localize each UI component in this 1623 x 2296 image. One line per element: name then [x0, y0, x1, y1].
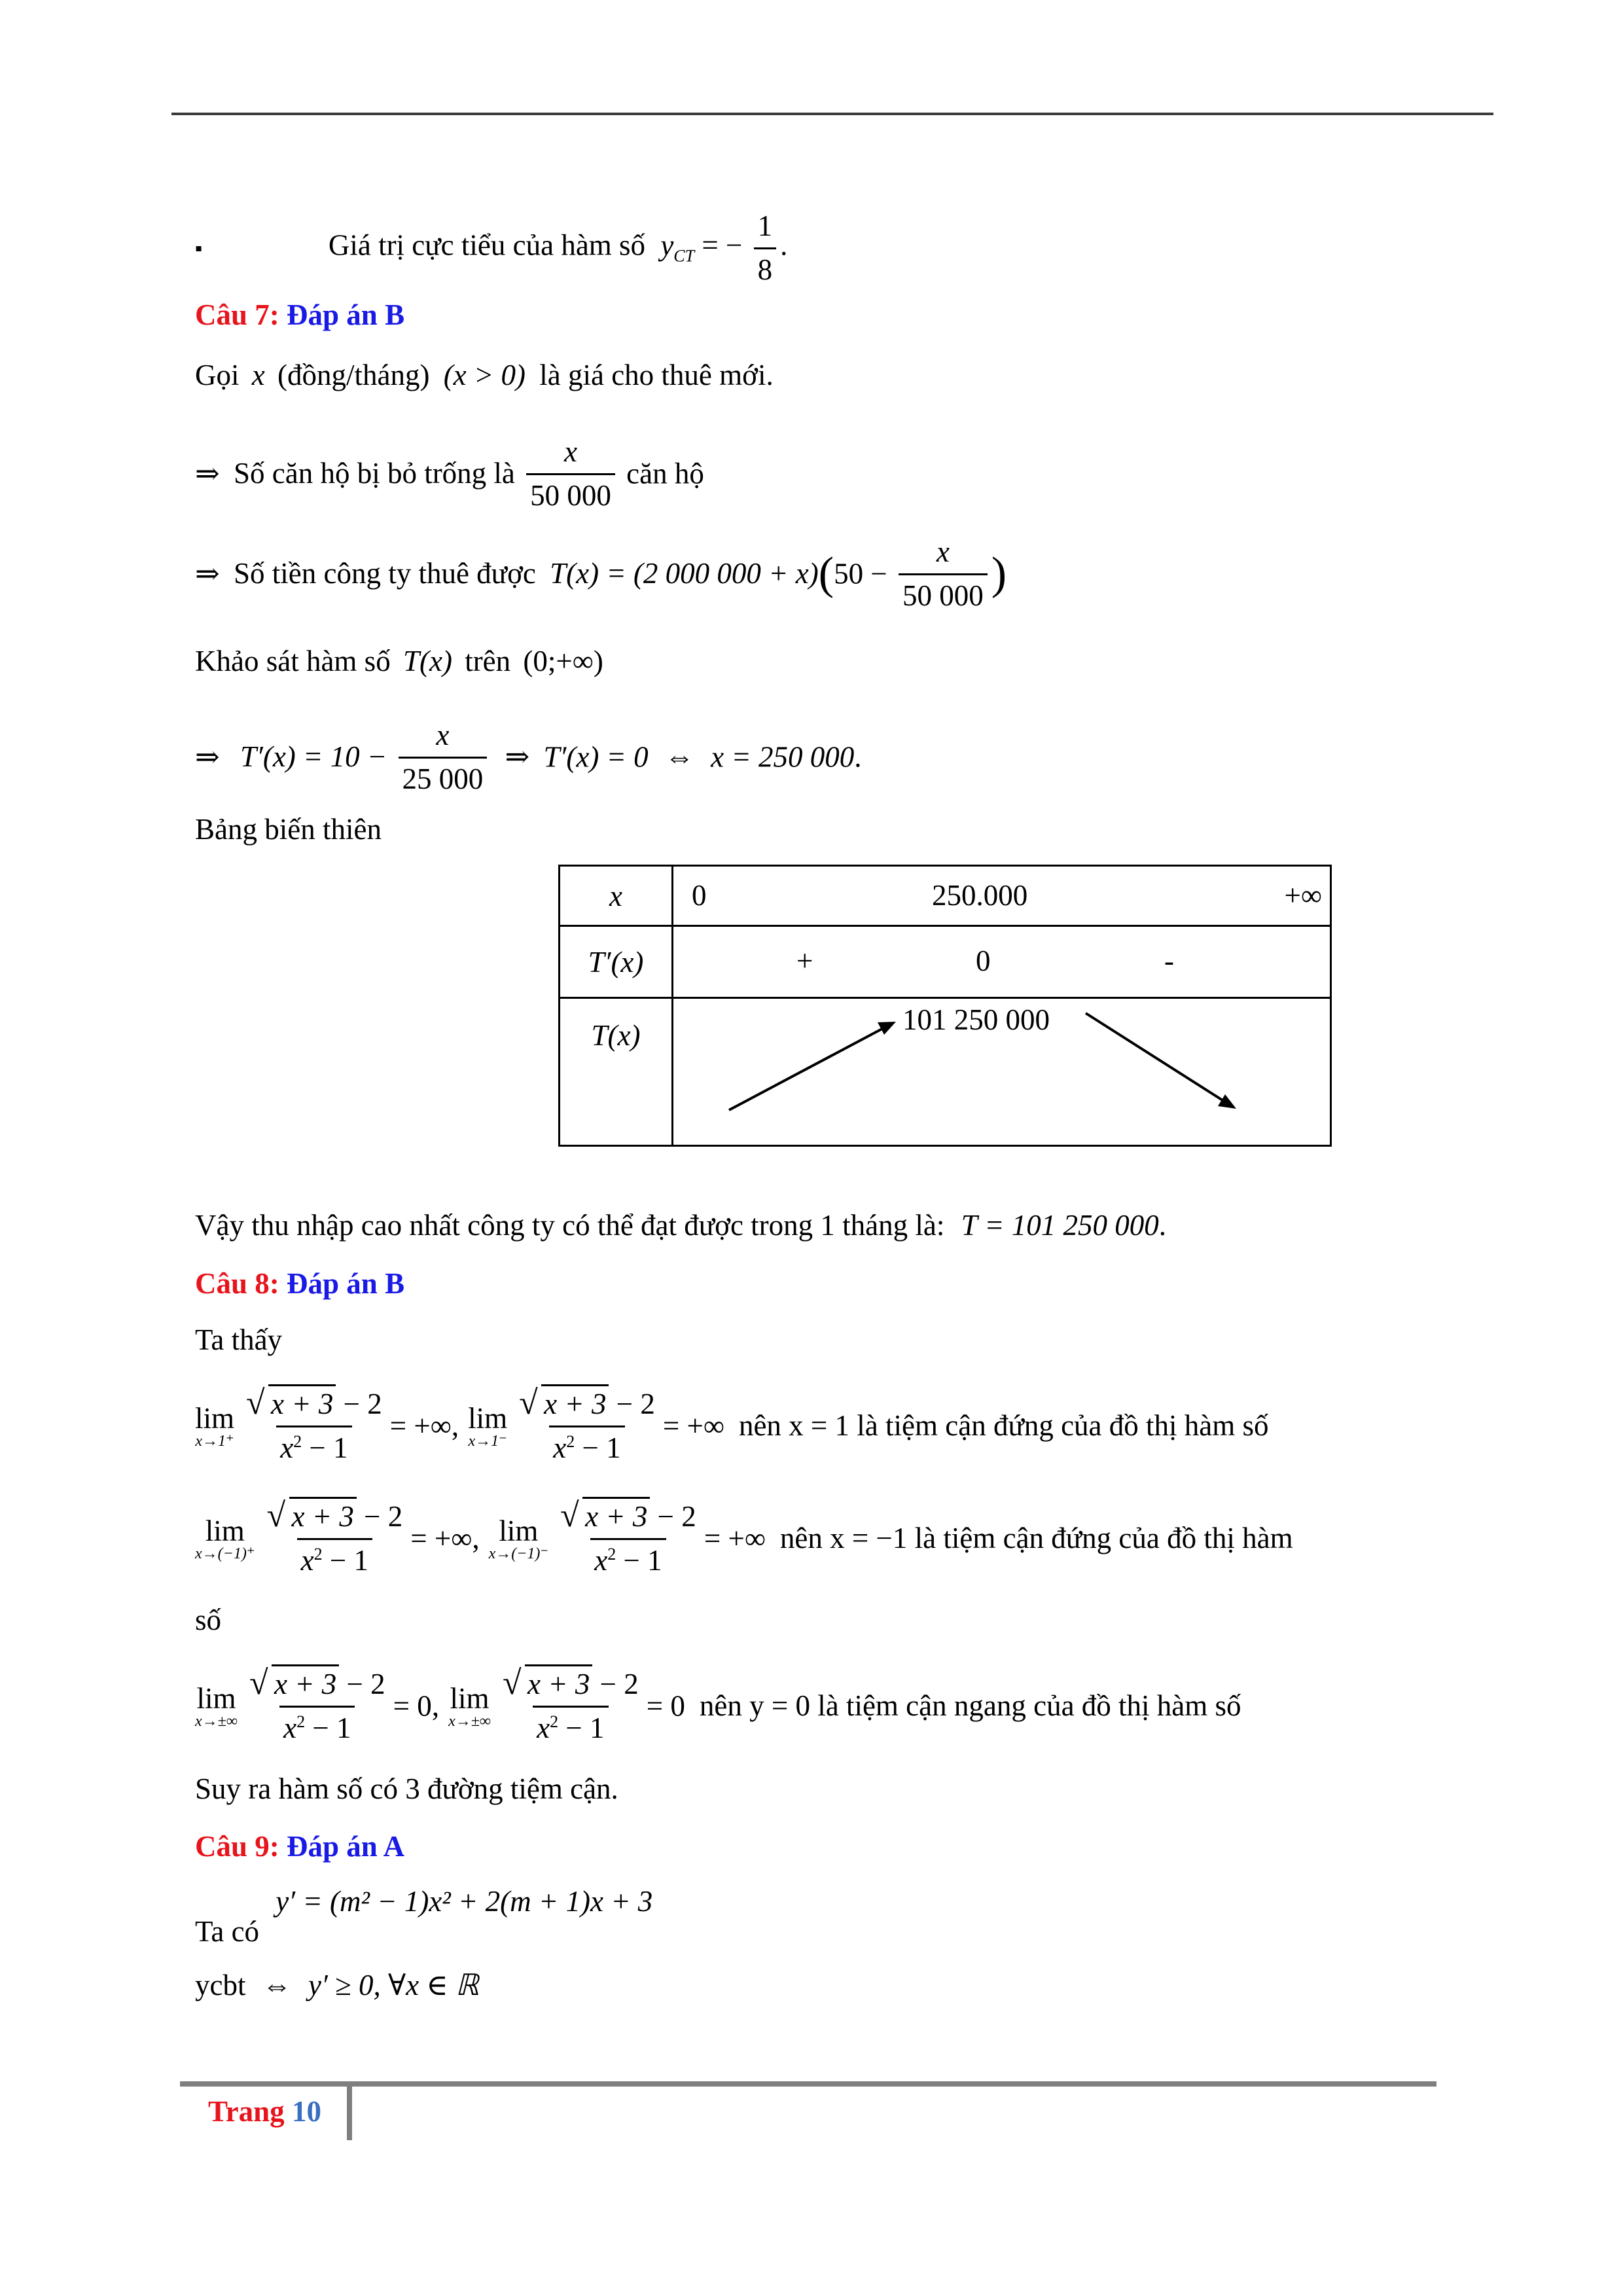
table-label: Bảng biến thiên: [195, 813, 382, 846]
lim-sub: x→±∞: [448, 1713, 491, 1731]
q7-line3: ⇒ Số tiền công ty thuê được T(x) = (2 000 000 + x)(50 − $\frac{x}{50 000}$ ): [195, 535, 1007, 612]
q7-line5-sol: x = 250 000: [711, 740, 855, 774]
limit-conclusion: nên y = 0 là tiệm cận ngang của đồ thị hàm số: [699, 1689, 1241, 1723]
q7-line5-den: 25 000: [399, 757, 488, 797]
q7-heading-answer: Đáp án B: [287, 298, 405, 331]
q7-line1: [195, 359, 774, 393]
implies-arrow: ⇒: [195, 740, 220, 774]
limit-result: = +∞: [389, 1409, 452, 1443]
derivative-negative: -: [1164, 944, 1174, 977]
q7-line2-text: Số căn hộ bị bỏ trống là: [233, 457, 515, 490]
denom-var: x: [537, 1711, 550, 1744]
table-row2-values: [673, 926, 1331, 998]
numer-tail: − 2: [616, 1388, 655, 1420]
derivative-zero: 0: [976, 944, 991, 977]
numer-tail: − 2: [346, 1668, 385, 1700]
lim-sub: x→1⁺: [195, 1433, 234, 1450]
denom-exp: 2: [293, 1431, 302, 1451]
variation-arrows: [673, 999, 1336, 1147]
q7-line1-pre: Gọi: [195, 359, 240, 391]
q7-line5-eq2: T′(x) = 0: [543, 740, 649, 774]
sqrt-content: x + 3: [527, 1668, 590, 1700]
denom-exp: 2: [607, 1544, 616, 1564]
q7-line2-post: căn hộ: [626, 457, 704, 490]
q7-line3-num: x: [936, 535, 950, 568]
q8-conclusion: Suy ra hàm số có 3 đường tiệm cận.: [195, 1772, 618, 1805]
period: .: [780, 228, 788, 262]
q7-line4-expr: T(x): [402, 645, 452, 677]
variation-table: [558, 865, 1332, 1147]
denom-exp: 2: [550, 1712, 559, 1731]
numer-tail: − 2: [657, 1500, 696, 1533]
table-row3-values: [673, 998, 1331, 1146]
q8-heading-label: Câu 8:: [195, 1267, 279, 1300]
limit-conclusion: nên x = 1 là tiệm cận đứng của đồ thị hàm số: [738, 1409, 1269, 1443]
limit-row-2-cont: số: [195, 1604, 222, 1636]
q9-line1-pre: Ta có: [195, 1915, 260, 1948]
iff-arrow: ⇔: [262, 1969, 292, 2001]
q9-heading: [195, 1829, 404, 1863]
derivative-positive: +: [796, 944, 813, 977]
q7-heading-label: Câu 7:: [195, 298, 279, 331]
lim-word: lim: [450, 1681, 490, 1715]
numer-tail: − 2: [343, 1388, 382, 1420]
page-word: Trang: [208, 2095, 285, 2128]
denom-var: x: [280, 1431, 294, 1464]
y-eq: = −: [702, 228, 743, 262]
q7-line2-den: 50 000: [526, 473, 615, 513]
sqrt-content: x + 3: [544, 1388, 607, 1420]
bullet-text: Giá trị cực tiểu của hàm số: [328, 228, 646, 262]
q7-line4: [195, 645, 603, 679]
q7-line1-mid: (đồng/tháng): [277, 359, 430, 391]
implies-arrow: ⇒: [195, 557, 220, 590]
q7-line5: [195, 719, 862, 797]
sqrt-content: x + 3: [585, 1500, 648, 1533]
q9-line2-pre: ycbt: [195, 1969, 246, 2001]
lim-word: lim: [468, 1401, 508, 1435]
table-x-start: 0: [692, 879, 707, 912]
q7-heading: [195, 298, 404, 332]
q7-line1-post: là giá cho thuê mới.: [539, 359, 774, 391]
numer-tail: − 2: [599, 1668, 639, 1700]
limit-result: = +∞: [662, 1409, 724, 1443]
limit-result: = +∞: [704, 1522, 766, 1555]
period: .: [854, 740, 862, 774]
q7-line3-expr: T(x) = (2 000 000 + x): [550, 557, 819, 590]
implies-arrow: ⇒: [195, 457, 220, 490]
denom-var: x: [594, 1543, 608, 1577]
q9-condition-expr: y′ ≥ 0, ∀x ∈ ℝ: [308, 1969, 479, 2001]
q7-line3-text: Số tiền công ty thuê được: [233, 557, 536, 590]
denom-exp: 2: [566, 1431, 575, 1451]
denom-var: x: [553, 1431, 567, 1464]
bullet-line: [195, 209, 787, 287]
q7-line1-x: x: [251, 359, 265, 391]
table-row1-values: [673, 866, 1331, 926]
decreasing-arrow: [1086, 1013, 1236, 1109]
period: .: [1158, 1209, 1166, 1242]
denom-tail: − 1: [329, 1543, 369, 1577]
table-x-critical: 250.000: [932, 879, 1028, 912]
q7-conclusion-expr: T = 101 250 000: [961, 1209, 1159, 1242]
page-num: 10: [291, 2095, 321, 2128]
comma: ,: [431, 1689, 440, 1723]
y-sub: CT: [673, 246, 695, 266]
implies-arrow: ⇒: [505, 740, 530, 774]
q9-line1: [195, 1885, 652, 1949]
q8-heading-answer: Đáp án B: [287, 1267, 405, 1300]
denom-tail: − 1: [623, 1543, 662, 1577]
table-max-value: 101 250 000: [902, 1003, 1050, 1036]
denom-tail: − 1: [309, 1431, 348, 1464]
q8-intro: Ta thấy: [195, 1323, 283, 1356]
limit-result: = 0: [646, 1689, 685, 1723]
q7-line3-expr-b: 50 −: [834, 557, 887, 590]
q7-line4-interval: (0;+∞): [523, 645, 603, 677]
denom-var: x: [300, 1543, 314, 1577]
sqrt-content: x + 3: [291, 1500, 354, 1533]
comma: ,: [451, 1409, 459, 1443]
q7-line1-cond: (x > 0): [443, 359, 526, 391]
q9-heading-label: Câu 9:: [195, 1830, 279, 1863]
denom-exp: 2: [313, 1544, 323, 1564]
denom-var: x: [283, 1711, 297, 1744]
limit-row-1: lim x→1⁺ √ x + 3 − 2 $x^2 - 1$ = +∞, lim x→1⁻ √ x + 3 − 2 $x^2 - 1$ = +∞ nên x = 1 là tiệm cận đứng của đồ thị hàm số: [195, 1384, 1269, 1464]
q7-conclusion-text: Vậy thu nhập cao nhất công ty có thể đạt được trong 1 tháng là:: [195, 1209, 945, 1242]
limit-result: = +∞: [410, 1522, 473, 1555]
lim-word: lim: [196, 1681, 236, 1715]
sqrt-content: x + 3: [274, 1668, 337, 1700]
q7-line5-lhs: T′(x) = 10 −: [240, 740, 387, 774]
footer-rule: [180, 2081, 1436, 2087]
lim-sub: x→±∞: [195, 1713, 238, 1731]
denom-tail: − 1: [565, 1711, 605, 1744]
q9-line2: [195, 1969, 479, 2003]
lim-sub: x→(−1)⁺: [195, 1545, 255, 1563]
q9-derivative-expr: y′ = (m² − 1)x² + 2(m + 1)x + 3: [276, 1885, 653, 1918]
limit-row-3: lim x→±∞ √ x + 3 − 2 $x^2 - 1$ = 0, lim x→±∞ √ x + 3 − 2 $x^2 - 1$ = 0 nên y = 0 là tiệm cận ngang của đồ thị hàm số: [195, 1664, 1241, 1744]
limit-conclusion: nên x = −1 là tiệm cận đứng của đồ thị hàm: [779, 1522, 1293, 1555]
footer-divider: [347, 2081, 352, 2140]
header-rule: [171, 113, 1493, 115]
sqrt-content: x + 3: [271, 1388, 334, 1420]
table-x-end: +∞: [1284, 879, 1322, 912]
lim-word: lim: [499, 1514, 539, 1547]
denom-exp: 2: [296, 1712, 306, 1731]
q7-line4-pre: Khảo sát hàm số: [195, 645, 391, 677]
bullet-marker: ▪: [195, 236, 203, 260]
numer-tail: − 2: [364, 1500, 403, 1533]
limit-result: = 0: [393, 1689, 432, 1723]
lim-word: lim: [205, 1514, 245, 1547]
q7-conclusion: [195, 1209, 1166, 1243]
frac-den: 8: [754, 247, 777, 287]
comma: ,: [472, 1522, 480, 1555]
q9-heading-answer: Đáp án A: [287, 1830, 405, 1863]
table-head-x: x: [560, 866, 673, 926]
limit-row-2: lim x→(−1)⁺ √ x + 3 − 2 $x^2 - 1$ = +∞, lim x→(−1)⁻ √ x + 3 − 2 $x^2 - 1$ = +∞ nên x = −1 là tiệm cận đứng của đồ thị hàm: [195, 1497, 1293, 1577]
q8-heading: [195, 1266, 404, 1300]
q7-line5-num: x: [436, 719, 450, 751]
denom-tail: − 1: [312, 1711, 351, 1744]
page-number: [208, 2094, 321, 2128]
q7-line4-mid: trên: [465, 645, 511, 677]
table-head-derivative: T′(x): [560, 926, 673, 998]
iff-arrow: ⇔: [664, 740, 694, 774]
denom-tail: − 1: [582, 1431, 621, 1464]
lim-sub: x→(−1)⁻: [488, 1545, 549, 1563]
q7-line2-num: x: [564, 435, 578, 468]
y-var: y: [660, 228, 674, 262]
frac-num: 1: [757, 209, 773, 242]
lim-word: lim: [195, 1401, 235, 1435]
q7-line3-den: 50 000: [899, 573, 988, 613]
increasing-arrow: [729, 1022, 896, 1110]
table-head-function: T(x): [560, 998, 673, 1146]
lim-sub: x→1⁻: [468, 1433, 507, 1450]
q7-line2: [195, 435, 704, 513]
